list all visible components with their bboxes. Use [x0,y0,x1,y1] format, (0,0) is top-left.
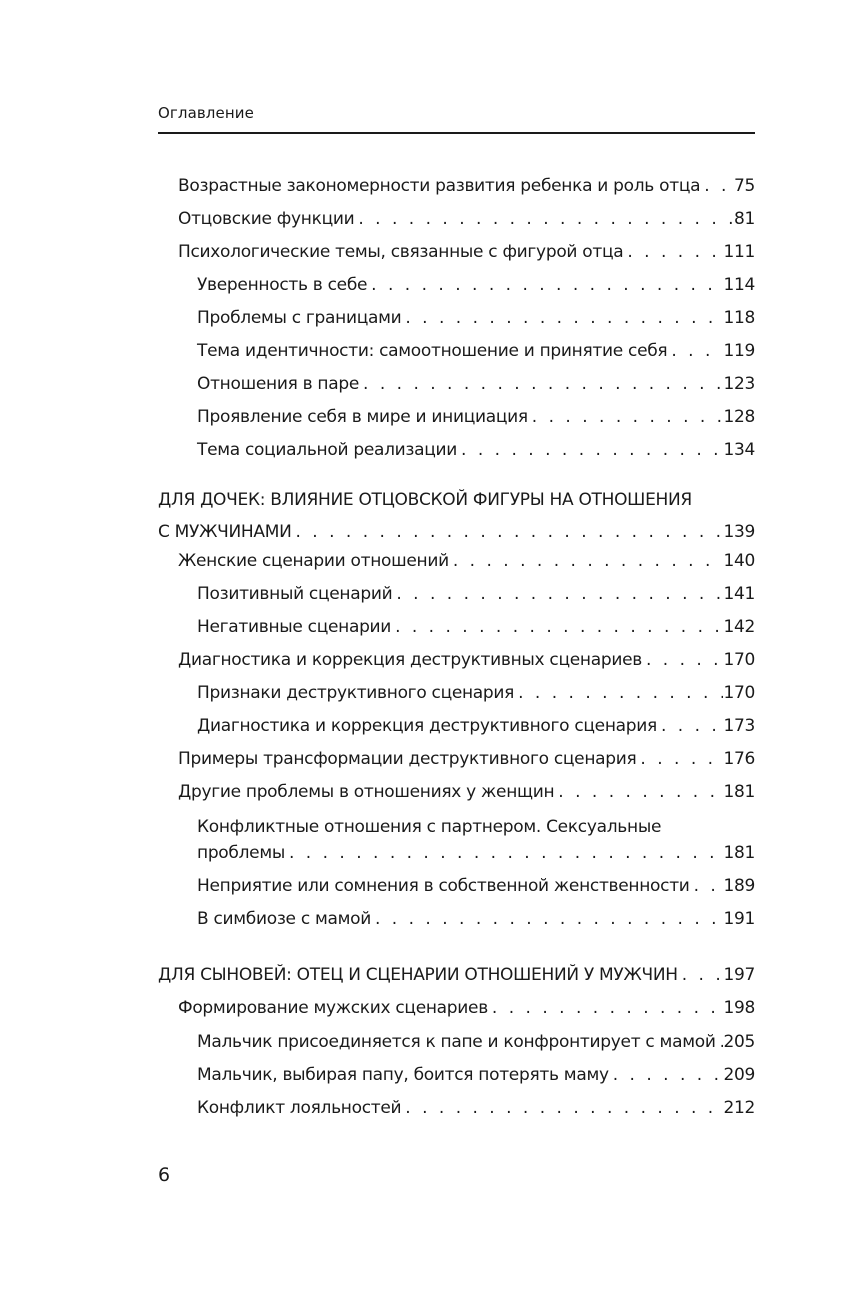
page-number: 6 [158,1164,171,1186]
dot-leader [371,907,723,931]
toc-entry-page: 81 [733,209,755,229]
toc-entry[interactable] [178,207,755,231]
toc-entry-title: Психологические темы, связанные с фигурой отца [178,242,624,262]
toc-entry-title: Женские сценарии отношений [178,551,449,571]
running-header: Оглавление [158,104,254,122]
toc-entry-page: 170 [723,683,755,703]
toc-entry-title: Позитивный сценарий [197,584,393,604]
toc-entry-page: 139 [723,522,755,542]
dot-leader [449,549,724,573]
toc-entry-page: 118 [723,308,755,328]
toc-entry-page: 189 [723,876,755,896]
toc-entry[interactable] [178,648,755,672]
toc-entry[interactable] [197,615,755,639]
toc-entry[interactable] [178,747,755,771]
toc-entry-title: Диагностика и коррекция деструктивных сценариев [178,650,642,670]
dot-leader [488,996,724,1020]
toc-entry[interactable] [178,174,755,198]
toc-entry-page: 140 [723,551,755,571]
toc-entry-title: Уверенность в себе [197,275,368,295]
toc-entry-page: 114 [723,275,755,295]
toc-entry-title: В симбиозе с мамой [197,909,371,929]
toc-entry-title: Тема идентичности: самоотношение и принятие себя [197,341,668,361]
toc-entry-page: 170 [723,650,755,670]
header-rule [158,132,755,134]
dot-leader [401,1096,723,1120]
toc-entry-title: Неприятие или сомнения в собственной женственности [197,876,690,896]
toc-entry-page: 75 [733,176,755,196]
toc-entry-page: 209 [723,1065,755,1085]
toc-entry[interactable] [178,996,755,1020]
toc-entry[interactable] [197,874,755,898]
toc-entry-page: 181 [723,782,755,802]
toc-entry[interactable] [197,273,755,297]
toc-section-last-line [158,520,755,544]
toc-entry-page: 123 [723,374,755,394]
toc-entry[interactable] [197,1030,755,1054]
dot-leader [291,520,723,544]
toc-section-title: ДЛЯ СЫНОВЕЙ: ОТЕЦ И СЦЕНАРИИ ОТНОШЕНИЙ У МУЖЧИН [158,965,678,985]
toc-section-sons[interactable] [158,963,755,987]
dot-leader [642,648,723,672]
toc-entry[interactable] [197,372,755,396]
dot-leader [700,174,734,198]
toc-entry-title: Проблемы с границами [197,308,402,328]
toc-entry[interactable] [178,549,755,573]
toc-entry[interactable] [197,405,755,429]
dot-leader [657,714,723,738]
toc-entry[interactable] [197,1063,755,1087]
toc-entry-title: Конфликт лояльностей [197,1098,402,1118]
toc-entry[interactable] [197,1096,755,1120]
dot-leader [690,874,724,898]
dot-leader [367,273,723,297]
dot-leader [678,963,724,987]
toc-entry-page: 198 [723,998,755,1018]
dot-leader [716,1030,724,1054]
dot-leader [609,1063,724,1087]
toc-entry[interactable] [197,339,755,363]
toc-entry[interactable] [178,240,755,264]
toc-entry-page: 119 [723,341,755,361]
toc-entry[interactable] [197,582,755,606]
toc-entry-title: Возрастные закономерности развития ребенка и роль отца [178,176,701,196]
toc-entry-title: Диагностика и коррекция деструктивного сценария [197,716,657,736]
toc-entry-page: 191 [723,909,755,929]
toc-entry[interactable] [197,841,755,865]
dot-leader [528,405,724,429]
toc-entry-page: 141 [723,584,755,604]
toc-entry-title: Другие проблемы в отношениях у женщин [178,782,555,802]
toc-section-title-line2: С МУЖЧИНАМИ [158,522,292,542]
dot-leader [359,372,723,396]
dot-leader [514,681,723,705]
toc-entry[interactable] [178,780,755,804]
toc-entry-title: проблемы [197,843,285,863]
toc-entry-page: 181 [723,843,755,863]
toc-entry-page: 111 [723,242,755,262]
toc-entry-title: Примеры трансформации деструктивного сценария [178,749,637,769]
dot-leader [285,841,723,865]
toc-entry-page: 134 [723,440,755,460]
toc-entry[interactable] [197,681,755,705]
dot-leader [391,615,723,639]
toc-entry-title: Отношения в паре [197,374,360,394]
toc-entry-title-line1: Конфликтные отношения с партнером. Сексуальные [197,817,662,837]
dot-leader [636,747,723,771]
toc-entry-page: 212 [723,1098,755,1118]
toc-section-title-line1: ДЛЯ ДОЧЕК: ВЛИЯНИЕ ОТЦОВСКОЙ ФИГУРЫ НА ОТНОШЕНИЯ [158,490,692,510]
toc-entry[interactable] [197,714,755,738]
toc-entry-page: 128 [723,407,755,427]
dot-leader [392,582,723,606]
dot-leader [354,207,734,231]
toc-entry-title: Отцовские функции [178,209,355,229]
toc-entry-title: Негативные сценарии [197,617,392,637]
toc-entry[interactable] [197,438,755,462]
toc-entry-page: 173 [723,716,755,736]
dot-leader [667,339,723,363]
toc-entry-page: 142 [723,617,755,637]
toc-entry-page: 197 [723,965,755,985]
toc-entry-page: 205 [723,1032,755,1052]
dot-leader [401,306,723,330]
toc-entry-title: Признаки деструктивного сценария [197,683,515,703]
dot-leader [554,780,723,804]
toc-entry[interactable] [197,306,755,330]
toc-entry[interactable] [197,907,755,931]
dot-leader [457,438,723,462]
toc-entry-title: Формирование мужских сценариев [178,998,488,1018]
toc-section-daughters[interactable] [158,488,755,544]
toc-entry-title: Тема социальной реализации [197,440,458,460]
toc-entry-title: Мальчик присоединяется к папе и конфронтирует с мамой [197,1032,716,1052]
toc-entry-title: Проявление себя в мире и инициация [197,407,528,427]
toc-entry-title: Мальчик, выбирая папу, боится потерять маму [197,1065,609,1085]
dot-leader [623,240,723,264]
toc-entry-page: 176 [723,749,755,769]
